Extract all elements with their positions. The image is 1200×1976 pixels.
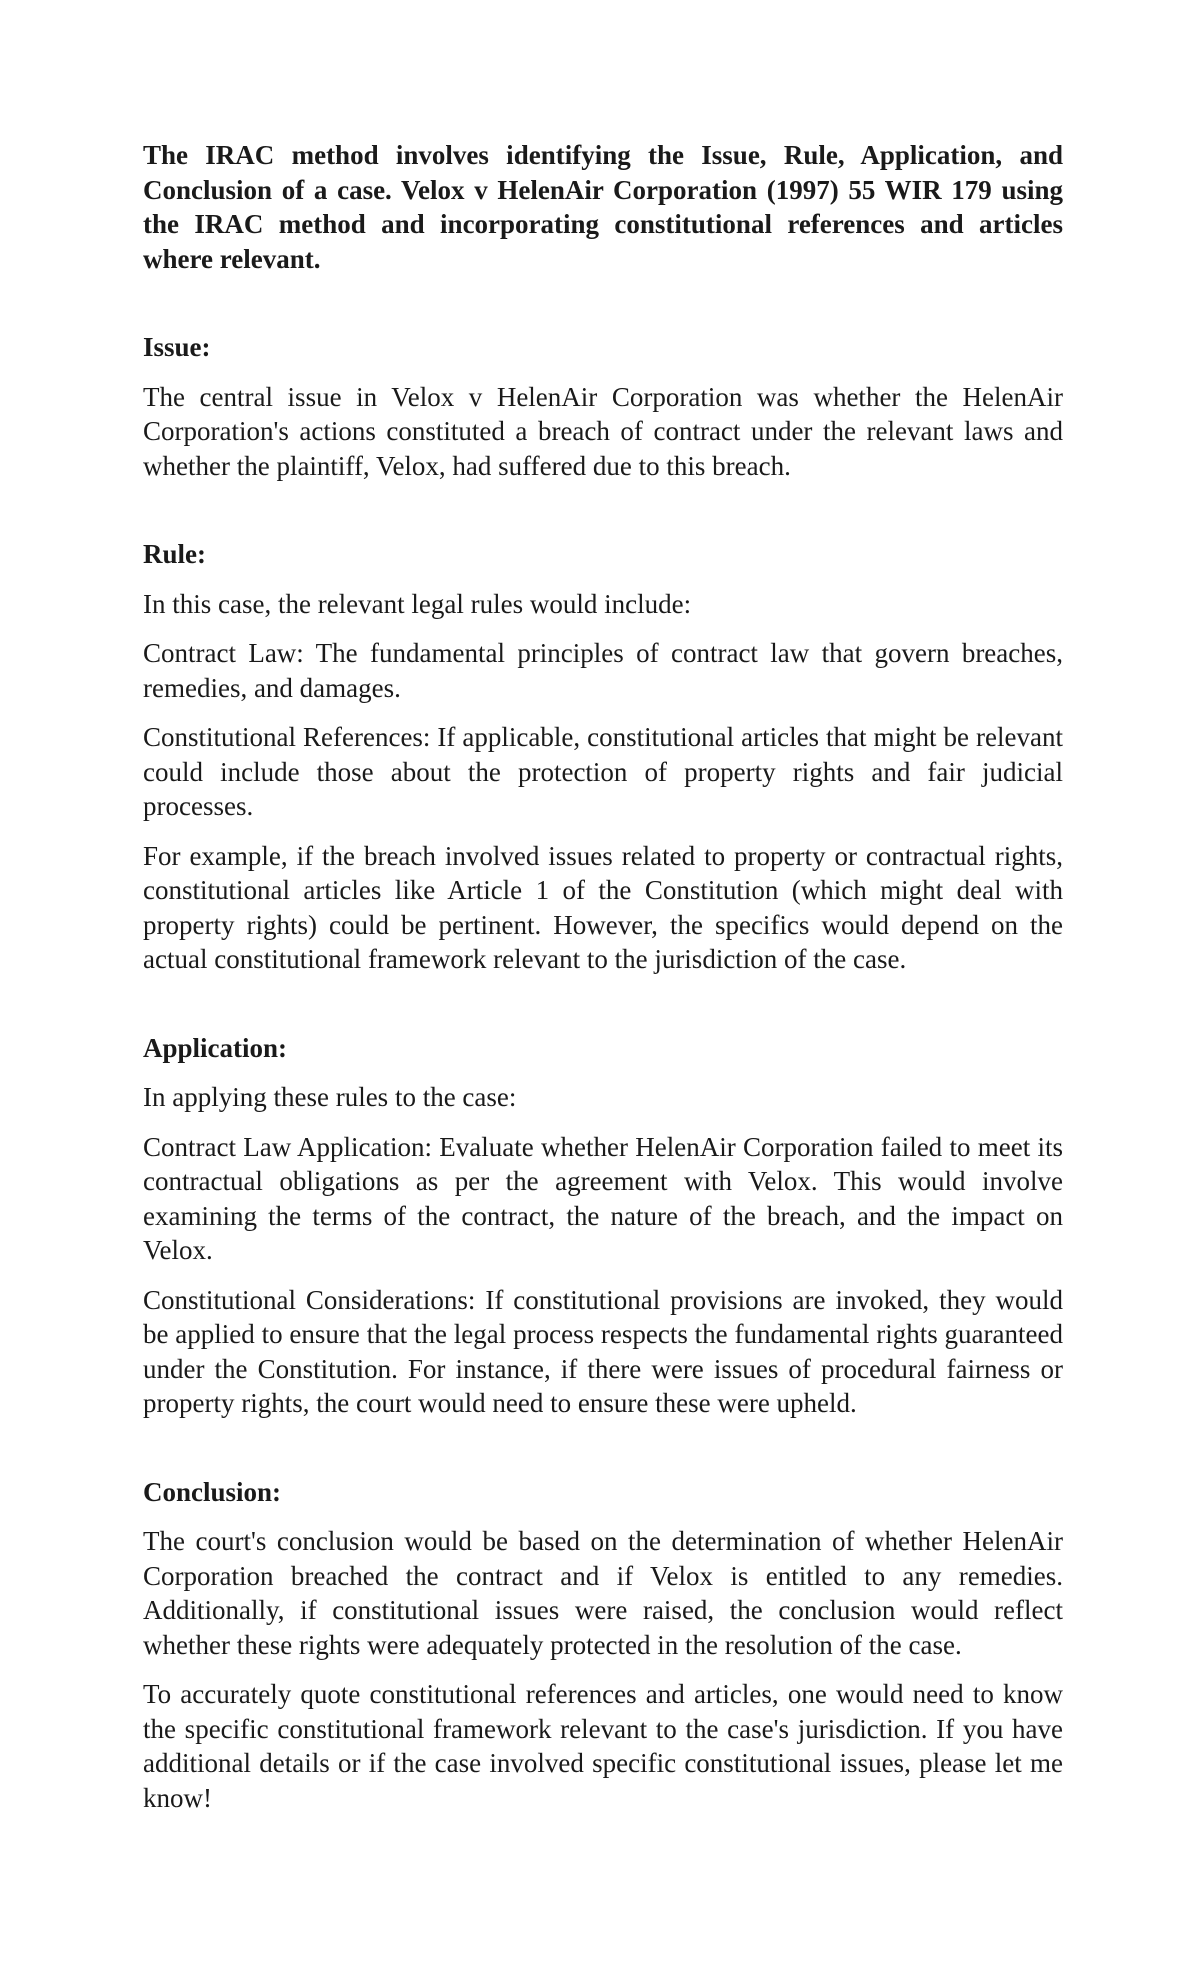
intro-paragraph: The IRAC method involves identifying the Issue, Rule, Application, and Conclusion of a case. Velox v HelenAir Corporation (1997) 55 WIR 179 using the IRAC method and incorporating constitutional references and articles where relevant.	[143, 140, 1063, 274]
application-paragraph: Contract Law Application: Evaluate whether HelenAir Corporation failed to meet its contractual obligations as per the agreement with Velox. This would involve examining the terms of the contract, the nature of the breach, and the impact on Velox.	[143, 1131, 1063, 1265]
application-paragraph: Constitutional Considerations: If constitutional provisions are invoked, they would be applied to ensure that the legal process respects the fundamental rights guaranteed under the Constitution. For instance, if there were issues of procedural fairness or property rights, the court would need to ensure these were upheld.	[143, 1284, 1063, 1418]
conclusion-paragraph: To accurately quote constitutional references and articles, one would need to know the specific constitutional framework relevant to the case's jurisdiction. If you have additional details or if the case involved specific constitutional issues, please let me know!	[143, 1679, 1063, 1813]
issue-paragraph: The central issue in Velox v HelenAir Corporation was whether the HelenAir Corporation's actions constituted a breach of contract under the relevant laws and whether the plaintiff, Velox, had suffered due to this breach.	[143, 381, 1063, 481]
conclusion-paragraph: The court's conclusion would be based on the determination of whether HelenAir Corporation breached the contract and if Velox is entitled to any remedies. Additionally, if constitutional issues were raised, the conclusion would reflect whether these rights were adequately protected in the resolution of the case.	[143, 1526, 1063, 1660]
rule-paragraph: Contract Law: The fundamental principles of contract law that govern breaches, remedies, and damages.	[143, 638, 1063, 703]
rule-paragraph: For example, if the breach involved issues related to property or contractual rights, constitutional articles like Article 1 of the Constitution (which might deal with property rights) could be pertinent. However, the specifics would depend on the actual constitutional framework relevant to the jurisdiction of the case.	[143, 840, 1063, 974]
application-paragraph: In applying these rules to the case:	[143, 1082, 517, 1112]
rule-paragraph: Constitutional References: If applicable, constitutional articles that might be relevant could include those about the protection of property rights and fair judicial processes.	[143, 722, 1063, 821]
rule-heading: Rule:	[143, 539, 206, 569]
document-page	[143, 138, 1063, 1815]
issue-heading: Issue:	[143, 332, 211, 362]
application-heading: Application:	[143, 1032, 288, 1063]
rule-paragraph: In this case, the relevant legal rules would include:	[143, 588, 692, 619]
conclusion-heading: Conclusion:	[143, 1476, 282, 1507]
